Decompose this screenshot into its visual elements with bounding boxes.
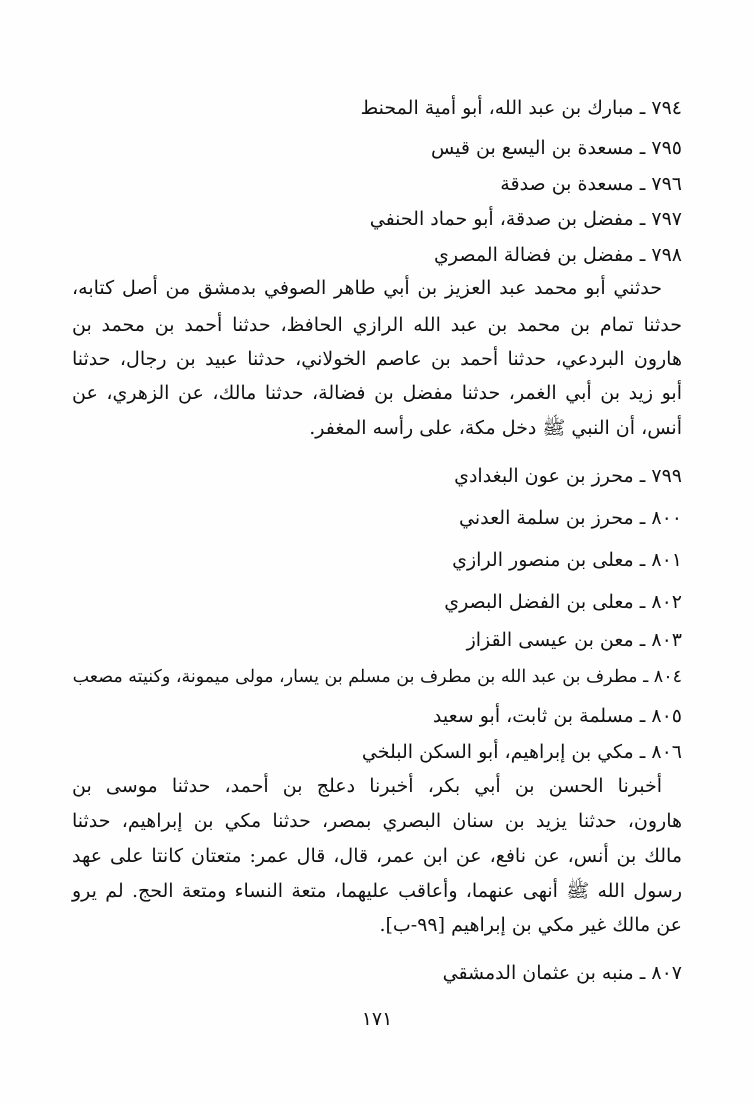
paragraph-b-line-1: أخبرنا الحسن بن أبي بكر، أخبرنا دعلج بن أحمد، حدثنا موسى بن bbox=[72, 775, 662, 797]
paragraph-a-line-5: أنس، أن النبي ﷺ دخل مكة، على رأسه المغفر. bbox=[309, 417, 682, 439]
paragraph-b-line-5: عن مالك غير مكي بن إبراهيم [٩٩-ب]. bbox=[379, 914, 682, 936]
entry-806: ٨٠٦ ـ مكي بن إبراهيم، أبو السكن البلخي bbox=[361, 741, 682, 763]
entry-802: ٨٠٢ ـ معلى بن الفضل البصري bbox=[444, 591, 682, 613]
paragraph-b-line-4: رسول الله ﷺ أنهى عنهما، وأعاقب عليهما، متعة النساء ومتعة الحج. لم يرو bbox=[72, 880, 682, 902]
paragraph-a-line-1: حدثني أبو محمد عبد العزيز بن أبي طاهر الصوفي بدمشق من أصل كتابه، bbox=[72, 277, 662, 299]
entry-794: ٧٩٤ ـ مبارك بن عبد الله، أبو أمية المحنط bbox=[360, 97, 682, 119]
entry-799: ٧٩٩ ـ محرز بن عون البغدادي bbox=[454, 465, 682, 487]
entry-805: ٨٠٥ ـ مسلمة بن ثابت، أبو سعيد bbox=[432, 705, 682, 727]
entry-801: ٨٠١ ـ معلى بن منصور الرازي bbox=[452, 549, 682, 571]
paragraph-b-line-2: هارون، حدثنا يزيد بن سنان البصري بمصر، حدثنا مكي بن إبراهيم، حدثنا bbox=[72, 810, 682, 832]
paragraph-b-line-3: مالك بن أنس، عن نافع، عن ابن عمر، قال، قال عمر: متعتان كانتا على عهد bbox=[72, 845, 682, 867]
entry-803: ٨٠٣ ـ معن بن عيسى القزاز bbox=[466, 629, 682, 651]
page-number: ١٧١ bbox=[361, 1008, 393, 1030]
entry-804: ٨٠٤ ـ مطرف بن عبد الله بن مطرف بن مسلم بن يسار، مولى ميمونة، وكنيته مصعب bbox=[72, 667, 682, 687]
entry-796: ٧٩٦ ـ مسعدة بن صدقة bbox=[500, 173, 682, 195]
entry-798: ٧٩٨ ـ مفضل بن فضالة المصري bbox=[433, 244, 682, 266]
entry-797: ٧٩٧ ـ مفضل بن صدقة، أبو حماد الحنفي bbox=[369, 208, 682, 230]
paragraph-a-line-2: حدثنا تمام بن محمد بن عبد الله الرازي الحافظ، حدثنا أحمد بن محمد بن bbox=[72, 314, 682, 336]
entry-800: ٨٠٠ ـ محرز بن سلمة العدني bbox=[459, 507, 682, 529]
paragraph-a-line-3: هارون البردعي، حدثنا أحمد بن عاصم الخولاني، حدثنا عبيد بن رجال، حدثنا bbox=[72, 348, 682, 370]
paragraph-a-line-4: أبو زيد بن أبي الغمر، حدثنا مفضل بن فضالة، حدثنا مالك، عن الزهري، عن bbox=[72, 382, 682, 404]
entry-795: ٧٩٥ ـ مسعدة بن اليسع بن قيس bbox=[430, 137, 682, 159]
entry-807: ٨٠٧ ـ منبه بن عثمان الدمشقي bbox=[442, 962, 682, 984]
